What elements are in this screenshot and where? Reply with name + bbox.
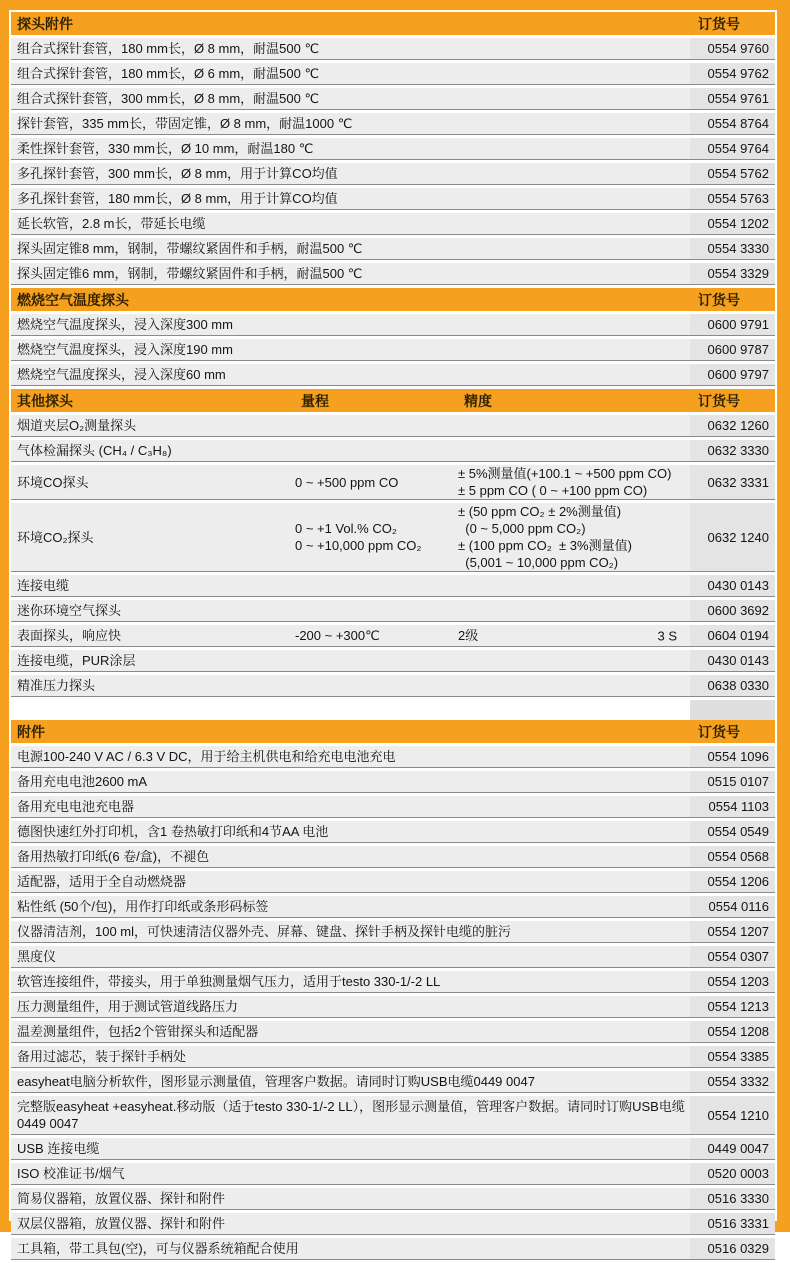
order-number: 0554 3385	[690, 1046, 775, 1067]
table-row	[11, 575, 775, 597]
range-line: 0 ~ +10,000 ppm CO₂	[295, 538, 422, 553]
row-description: 表面探头，响应快	[17, 628, 122, 643]
row-description: 温差测量组件，包括2个管钳探头和适配器	[17, 1024, 259, 1039]
table-row	[11, 1021, 775, 1043]
table-row	[11, 846, 775, 868]
row-description: 组合式探针套管，300 mm长，Ø 8 mm，耐温500 ℃	[17, 91, 320, 106]
order-number: 0554 1202	[690, 213, 775, 234]
section-probe-accessories	[11, 12, 775, 288]
order-number: 0554 0568	[690, 846, 775, 867]
row-range	[295, 440, 458, 461]
order-number: 0600 9797	[690, 364, 775, 385]
row-description: 迷你环境空气探头	[17, 603, 122, 618]
section-title: 其他探头	[17, 392, 73, 409]
table-row	[11, 440, 775, 462]
order-number: 0632 1240	[690, 503, 775, 571]
order-number-column-header: 订货号	[698, 291, 740, 308]
table-row	[11, 503, 775, 572]
table-row	[11, 263, 775, 285]
section-header	[11, 288, 775, 311]
row-description: 多孔探针套管，180 mm长，Ø 8 mm，用于计算CO均值	[17, 191, 338, 206]
row-description: 连接电缆	[17, 578, 70, 593]
row-range	[295, 465, 458, 499]
order-number-column-header: 订货号	[698, 392, 740, 409]
table-row	[11, 88, 775, 110]
order-number: 0554 1103	[690, 796, 775, 817]
table-row	[11, 415, 775, 437]
row-description: 环境CO探头	[17, 474, 89, 490]
section-header	[11, 720, 775, 743]
table-row	[11, 871, 775, 893]
table-row	[11, 1046, 775, 1068]
table-row	[11, 138, 775, 160]
order-number: 0600 9791	[690, 314, 775, 335]
table-row	[11, 1096, 775, 1135]
accuracy-line: (0 ~ 5,000 ppm CO₂)	[458, 521, 586, 536]
table-row	[11, 188, 775, 210]
order-number: 0600 3692	[690, 600, 775, 621]
row-description: 柔性探针套管，330 mm长，Ø 10 mm，耐温180 ℃	[17, 141, 314, 156]
row-description: 燃烧空气温度探头，浸入深度60 mm	[17, 367, 226, 382]
order-number: 0520 0003	[690, 1163, 775, 1184]
table-row	[11, 971, 775, 993]
order-number: 0516 3331	[690, 1213, 775, 1234]
table-row	[11, 675, 775, 697]
order-number: 0430 0143	[690, 575, 775, 596]
order-number: 0554 3332	[690, 1071, 775, 1092]
row-description: 压力测量组件，用于测试管道线路压力	[17, 999, 239, 1014]
order-number: 0516 3330	[690, 1188, 775, 1209]
row-description: 适配器，适用于全自动燃烧器	[17, 874, 187, 889]
table-row	[11, 625, 775, 647]
row-range	[295, 503, 458, 571]
order-number: 0554 5763	[690, 188, 775, 209]
table-row	[11, 238, 775, 260]
section-rows	[11, 314, 775, 386]
row-description: 环境CO₂探头	[17, 529, 94, 545]
row-description: 备用充电电池充电器	[17, 799, 135, 814]
section-header	[11, 12, 775, 35]
row-description: 简易仪器箱，放置仪器、探针和附件	[17, 1191, 226, 1206]
table-row	[11, 746, 775, 768]
row-description: 探头固定锥8 mm，钢制，带螺纹紧固件和手柄，耐温500 ℃	[17, 241, 363, 256]
row-range	[295, 600, 458, 621]
table-row	[11, 946, 775, 968]
row-accuracy	[458, 440, 690, 461]
table-row	[11, 896, 775, 918]
table-row	[11, 364, 775, 386]
accuracy-line: ± 5 ppm CO ( 0 ~ +100 ppm CO)	[458, 483, 648, 498]
section-title: 探头附件	[17, 15, 73, 32]
order-column-band	[690, 700, 775, 720]
order-number: 0554 9762	[690, 63, 775, 84]
order-number: 0554 1096	[690, 746, 775, 767]
row-description: 仪器清洁剂，100 ml，可快速清洁仪器外壳、屏幕、键盘、探针手柄及探针电缆的脏污	[17, 924, 512, 939]
accuracy-line: ± (50 ppm CO₂ ± 2%测量值)	[458, 504, 622, 519]
row-description: 德图快速红外打印机，含1 卷热敏打印纸和4节AA 电池	[17, 824, 329, 839]
order-number: 0554 1210	[690, 1096, 775, 1134]
row-description: 连接电缆，PUR涂层	[17, 653, 136, 668]
row-description: USB 连接电缆	[17, 1141, 100, 1156]
order-number: 0554 1208	[690, 1021, 775, 1042]
table-row	[11, 63, 775, 85]
order-number: 0554 0116	[690, 896, 775, 917]
order-number: 0632 1260	[690, 415, 775, 436]
accuracy-line: 2级	[458, 628, 479, 643]
row-description: 组合式探针套管，180 mm长，Ø 8 mm，耐温500 ℃	[17, 41, 320, 56]
section-gap	[11, 700, 775, 720]
row-description: 备用过滤芯，装于探针手柄处	[17, 1049, 187, 1064]
order-number: 0516 0329	[690, 1238, 775, 1259]
row-description: 备用热敏打印纸(6 卷/盒)，不褪色	[17, 849, 210, 864]
row-range	[295, 415, 458, 436]
row-accuracy	[458, 503, 690, 571]
row-accuracy	[458, 650, 690, 671]
order-number: 0554 3330	[690, 238, 775, 259]
section-rows	[11, 415, 775, 697]
order-number: 0430 0143	[690, 650, 775, 671]
table-row	[11, 921, 775, 943]
order-number: 0600 9787	[690, 339, 775, 360]
order-number: 0554 9764	[690, 138, 775, 159]
order-number: 0554 5762	[690, 163, 775, 184]
order-number: 0554 1206	[690, 871, 775, 892]
order-number: 0554 1207	[690, 921, 775, 942]
section-rows	[11, 746, 775, 1260]
row-description: 粘性纸 (50个/包)，用作打印纸或条形码标签	[17, 899, 269, 914]
row-description: 燃烧空气温度探头，浸入深度300 mm	[17, 317, 233, 332]
table-row	[11, 650, 775, 672]
table-row	[11, 1138, 775, 1160]
table-row	[11, 1188, 775, 1210]
row-description: 完整版easyheat +easyheat.移动版（适于testo 330-1/-2 LL），图形显示测量值，管理客户数据。请同时订购USB电缆0449 0047	[17, 1099, 685, 1131]
section-rows	[11, 38, 775, 285]
row-description: easyheat电脑分析软件，图形显示测量值，管理客户数据。请同时订购USB电缆0449 0047	[17, 1074, 535, 1089]
row-description: ISO 校准证书/烟气	[17, 1166, 125, 1181]
order-number: 0604 0194	[690, 625, 775, 646]
order-number: 0554 0549	[690, 821, 775, 842]
order-number: 0554 3329	[690, 263, 775, 284]
section-combustion-air-temperature-probes	[11, 288, 775, 389]
table-row	[11, 1071, 775, 1093]
section-title: 燃烧空气温度探头	[17, 291, 129, 308]
table-row	[11, 38, 775, 60]
accuracy-line: ± (100 ppm CO₂ ± 3%测量值)	[458, 538, 632, 553]
section-accessories	[11, 720, 775, 1263]
row-description: 工具箱，带工具包(空)，可与仪器系统箱配合使用	[17, 1241, 299, 1256]
order-number: 0554 1203	[690, 971, 775, 992]
table-row	[11, 771, 775, 793]
row-range	[295, 650, 458, 671]
row-accuracy	[458, 600, 690, 621]
row-range	[295, 625, 458, 646]
order-number: 0632 3330	[690, 440, 775, 461]
table-row	[11, 339, 775, 361]
range-line: -200 ~ +300℃	[295, 628, 380, 643]
order-number: 0554 8764	[690, 113, 775, 134]
table-row	[11, 1213, 775, 1235]
row-description: 多孔探针套管，300 mm长，Ø 8 mm，用于计算CO均值	[17, 166, 338, 181]
table-row	[11, 1238, 775, 1260]
order-number: 0449 0047	[690, 1138, 775, 1159]
row-accuracy	[458, 575, 690, 596]
table-row	[11, 600, 775, 622]
table-row	[11, 796, 775, 818]
row-description: 烟道夹层O₂测量探头	[17, 418, 137, 433]
row-description: 探头固定锥6 mm，钢制，带螺纹紧固件和手柄，耐温500 ℃	[17, 266, 363, 281]
table-row	[11, 163, 775, 185]
row-range	[295, 675, 458, 696]
range-line: 0 ~ +500 ppm CO	[295, 474, 399, 490]
order-number-column-header: 订货号	[698, 723, 740, 740]
row-accuracy	[458, 415, 690, 436]
order-number: 0638 0330	[690, 675, 775, 696]
order-number: 0632 3331	[690, 465, 775, 499]
row-description: 双层仪器箱，放置仪器、探针和附件	[17, 1216, 226, 1231]
section-other-probes	[11, 389, 775, 700]
row-description: 备用充电电池2600 mA	[17, 774, 148, 789]
section-header	[11, 389, 775, 412]
row-description: 精准压力探头	[17, 678, 96, 693]
order-number: 0515 0107	[690, 771, 775, 792]
row-accuracy	[458, 625, 690, 646]
accuracy-line: ± 5%测量值(+100.1 ~ +500 ppm CO)	[458, 466, 672, 481]
range-line: 0 ~ +1 Vol.% CO₂	[295, 521, 397, 536]
row-description: 黑度仪	[17, 949, 57, 964]
row-description: 气体检漏探头 (CH₄ / C₃H₈)	[17, 443, 172, 458]
row-description: 电源100-240 V AC / 6.3 V DC，用于给主机供电和给充电电池充电	[17, 749, 396, 764]
order-number: 0554 1213	[690, 996, 775, 1017]
accuracy-line: (5,001 ~ 10,000 ppm CO₂)	[458, 555, 619, 570]
row-description: 燃烧空气温度探头，浸入深度190 mm	[17, 342, 233, 357]
row-response-time: 3 S	[657, 628, 677, 643]
order-number: 0554 0307	[690, 946, 775, 967]
order-number-column-header: 订货号	[698, 15, 740, 32]
table-row	[11, 1163, 775, 1185]
catalog-table	[9, 10, 777, 1256]
row-accuracy	[458, 465, 690, 499]
order-number: 0554 9760	[690, 38, 775, 59]
row-description: 组合式探针套管，180 mm长，Ø 6 mm，耐温500 ℃	[17, 66, 320, 81]
table-row	[11, 113, 775, 135]
order-number: 0554 9761	[690, 88, 775, 109]
row-description: 软管连接组件，带接头，用于单独测量烟气压力，适用于testo 330-1/-2 LL	[17, 974, 441, 989]
accuracy-column-header: 精度	[464, 392, 492, 409]
table-row	[11, 213, 775, 235]
table-row	[11, 996, 775, 1018]
range-column-header: 量程	[301, 392, 329, 409]
table-row	[11, 465, 775, 500]
row-accuracy	[458, 675, 690, 696]
row-description: 延长软管，2.8 m长，带延长电缆	[17, 216, 206, 231]
row-description: 探针套管，335 mm长，带固定锥，Ø 8 mm，耐温1000 ℃	[17, 116, 353, 131]
table-row	[11, 314, 775, 336]
table-row	[11, 821, 775, 843]
section-title: 附件	[17, 723, 45, 740]
row-range	[295, 575, 458, 596]
